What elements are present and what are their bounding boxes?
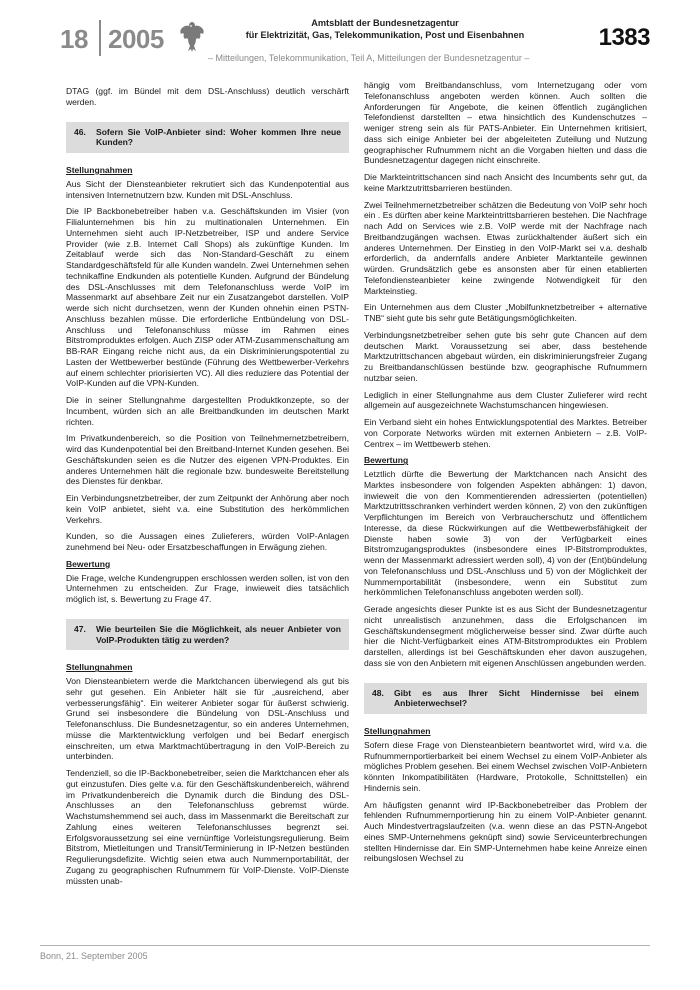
question-text: Sofern Sie VoIP-Anbieter sind: Woher kommen Ihre neue Kunden? bbox=[96, 126, 341, 148]
left-column bbox=[66, 86, 349, 892]
paragraph: Gerade angesichts dieser Punkte ist es aus Sicht der Bundesnetzagentur nicht unrealistisch anzunehmen, dass die Erfolgschancen im Geschäftskundensegment möglicherweise besser sind. Zwar dürfte auch hier die Nicht-Verfügbarkeit eines ATM-Bitstromproduktes ein Problem darstellen, allerdings ist bei Geschäftskunden eher davon auszugehen, dass sie von den Anbietern mit eigenen Anschlüssen angebunden werden. bbox=[364, 604, 647, 668]
paragraph: Letztlich dürfte die Bewertung der Marktchancen nach Ansicht des Marktes insbesondere von folgenden Aspekten abhängen: 1) davon, inwieweit die von den Kommentierenden adressierten (potentiellen) Marktzutrittsschranken verhindert werden können, 2) von den zukünftigen Verpflichtungen im Bereich von Verbraucherschutz und öffentlichem Interesse, da diese Rückwirkungen auf die Wettbewerbsfähigkeit der Dienste haben sowie 3) von der Verfügbarkeit eines Bitstromzugangsproduktes (insbesondere eines IP-Bitstromproduktes, wenn der Massenmarkt adressiert werden soll), 4) von der (Ent)bündelung von Telefonanschluss und DSL-Anschluss und 5) von der Möglichkeit der Nummernportabilität (insbesondere, wenn ein Substitut zum herkömmlichen Telefonanschluss angeboten werden soll). bbox=[364, 469, 647, 598]
header-divider bbox=[99, 20, 101, 56]
section-heading: Stellungnahmen bbox=[66, 662, 133, 673]
question-46-box bbox=[66, 122, 349, 154]
paragraph: Tendenziell, so die IP-Backbonebetreiber, seien die Marktchancen eher als gut einzustufen. Dies gelte v.a. für den Geschäftskundenbereich, während im Privatkundenbereich die Dynamik durch die Bindung des DSL-Anschlusses an den Telefonanschluss gebremst würde. Wachstumshemmend sei auch, dass im Massenmarkt die Bereitschaft zur Zahlung eines weiteren Telefonanschlusses begrenzt sei. Erfolgsvoraussetzung sei eine vernünftige Vorleistungsregulierung. Beim Bitstrom, Mietleitungen und Transit/Terminierung in IP-Netzen bestünden Regulierungsdefizite. Wichtig seien etwa auch Nummernportabilität, der Zugang zu geographischen Rufnummern für VoIP-Dienste. VoIP-Dienste müssten unab- bbox=[66, 768, 349, 886]
question-number: 48. bbox=[372, 687, 384, 698]
paragraph: Aus Sicht der Diensteanbieter rekrutiert sich das Kundenpotential aus intensiven Internetnutzern bzw. Kunden mit DSL-Anschluss. bbox=[66, 178, 349, 200]
right-column bbox=[364, 80, 647, 870]
paragraph: Die in seiner Stellungnahme dargestellten Produktkonzepte, so der Incumbent, würden sich an alle Breitbandkunden im deutschen Markt richten. bbox=[66, 395, 349, 427]
paragraph: Am häufigsten genannt wird IP-Backbonebetreiber das Problem der fehlenden Rufnummernportierung hin zu einem VoIP-Anbieter genannt. Auch Mindestvertragslaufzeiten (v.a. wenn diese an das PSTN-Angebot eines SMP-Unternehmens geknüpft sind) sowie Serviceunterbrechungen stellten Hindernisse dar. Ein SMP-Unternehmen habe keine Anreize einen reibungslosen Wechsel zu bbox=[364, 799, 647, 864]
paragraph: Von Diensteanbietern werde die Marktchancen überwiegend als gut bis sehr gut gesehen. Ein Anbieter hält sie für „ausreichend, aber verbesserungsfähig“. Ein weiterer Anbieter sogar für äußerst schwierig. Grund sei insbesondere die Bündelung von DSL-Anschluss und Telefonanschluss. Die Bundesnetzagentur, so ein anderes Unternehmen, müsse die Marktentwicklung verfolgen und bei Bedarf energisch einschreiten, um etwa Marktmachtübertragung in den VoIP-Bereich zu unterbinden. bbox=[66, 676, 349, 762]
paragraph: Die Markteintrittschancen sind nach Ansicht des Incumbents sehr gut, da keine Marktzutrittsbarrieren bestünden. bbox=[364, 172, 647, 193]
paragraph: Ein Unternehmen aus dem Cluster „Mobilfunknetzbetreiber + alternative TNB“ sieht gute bis sehr gute Betätigungsmöglichkeiten. bbox=[364, 302, 647, 323]
federal-eagle-icon bbox=[178, 20, 206, 54]
section-heading: Bewertung bbox=[66, 558, 111, 569]
paragraph: Lediglich in einer Stellungnahme aus dem Cluster Zulieferer wird recht allgemein auf ausgezeichnete Wachstumschancen hingewiesen. bbox=[364, 389, 647, 411]
paragraph: Im Privatkundenbereich, so die Position von Teilnehmernetzbetreibern, wird das Kundenpotential bei den Breitband-Internet Kunden gesehen. Bei Geschäftskunden seien es die Nutzer des eigenen VPN-Produktes. Ein anderes Unternehmen hält die regionale bzw. bundesweite Bereitstellung des Dienstes für denkbar. bbox=[66, 433, 349, 487]
publication-subtitle: für Elektrizität, Gas, Telekommunikation, Post und Eisenbahnen bbox=[245, 30, 525, 40]
issue-number: 18 bbox=[60, 24, 88, 54]
paragraph: Ein Verband sieht ein hohes Entwicklungspotential des Marktes. Betreiber von Corporate Networks würden mit externen Anbietern – z.B. VoIP-Centrex – im Wettbewerb stehen. bbox=[364, 417, 647, 449]
section-heading: Stellungnahmen bbox=[66, 165, 133, 175]
footer-date: Bonn, 21. September 2005 bbox=[40, 951, 148, 961]
section-subtitle: – Mitteilungen, Telekommunikation, Teil A, Mitteilungen der Bundesnetzagentur – bbox=[208, 53, 530, 63]
issue-year: 2005 bbox=[108, 24, 164, 54]
paragraph: Die IP Backbonebetreiber haben v.a. Geschäftskunden im Visier (von Filialunternehmen bis hin zu multinationalen Unternehmen. Ein Unternehmen sieht auch IP-Netzbetreiber, ISP und andere Service Provider (wie z.B. Internet Call Shops) als zukünftige Kunden. Im Zeitablauf werde sich das Non-Standard-Geschäft zu einem Standardgeschäftsfeld für alle Kunden wandeln. Zwei Unternehmen sehen technikaffine Endkunden als potentielle Kunden. Aufgrund der Bündelung des DSL-Anschlusses mit dem Telefonanschluss werde VoIP im Massenmarkt auf absehbare Zeit nur ein Zusatzangebot darstellen. VoIP werde sich nicht durchsetzen, wenn der Kunden ohnehin einen PSTN-Anschluss bezahlen müsse. Die erforderliche Entbündelung von DSL-Anschluss und Telefonanschluss müsse im Rahmen eines Bitstromproduktes erfolgen. Auch ZISP oder ATM-Zusammenschaltung am BB-RAR Eingang reiche nicht aus, da ein Diskriminierungspotential zu Lasten der Wettbewerber bestünde (Führung des Wettbewerber-Verkehrs auf einem schlechter priorisierten VC). All dies reduziere das Potential der VoIP-Kunden auf die VPN-Kunden. bbox=[66, 206, 349, 389]
question-number: 47. bbox=[74, 623, 86, 634]
question-text: Gibt es aus Ihrer Sicht Hindernisse bei einem Anbieterwechsel? bbox=[394, 687, 639, 709]
page-header bbox=[60, 16, 650, 76]
section-heading: Bewertung bbox=[364, 455, 409, 466]
question-48-box bbox=[364, 683, 647, 715]
paragraph: Kunden, so die Aussagen eines Zulieferers, würden VoIP-Anlagen zunehmend bei Neu- oder Ersatzbeschaffungen in Erwägung ziehen. bbox=[66, 531, 349, 552]
page-number: 1383 bbox=[598, 24, 650, 51]
paragraph: hängig vom Breitbandanschluss, vom Internetzugang oder vom Telefonanschluss angeboten werden können. Auch sollten die Anforderungen für Angebote, die keinen öffentlich zugänglichen Telefondienst darstellten – etwa hinsichtlich des Kundenschutzes – weniger streng sein als für PATS-Anbieter. Ein Unternehmen kritisiert, dass sich einige Anbieter bei der abgeleiteten Zuteilung und Nutzung geographischer Rufnummern nicht an die Vorgaben hielten und dass die Bundesnetzagentur dagegen nicht einschreite. bbox=[364, 80, 647, 166]
question-number: 46. bbox=[74, 126, 86, 137]
paragraph: Sofern diese Frage von Diensteanbietern beantwortet wird, wird v.a. die Rufnummernportierbarkeit bei einem Wechsel zu einem VoIP-Anbieter als mögliches Problem gesehen. Bei einem Wechsel zwischen VoIP-Anbietern könnten Inkompatibilitäten (Hardware, Protokolle, Schnittstellen) ein Hindernis sein. bbox=[364, 739, 647, 793]
paragraph: DTAG (ggf. im Bündel mit dem DSL-Anschluss) deutlich verschärft werden. bbox=[66, 86, 349, 107]
footer-divider bbox=[40, 945, 650, 946]
paragraph: Ein Verbindungsnetzbetreiber, der zum Zeitpunkt der Anhörung aber noch kein VoIP anbietet, sieht v.a. eine Substitution des herkömmlichen Verkehrs. bbox=[66, 493, 349, 525]
paragraph: Verbindungsnetzbetreiber sehen gute bis sehr gute Chancen auf dem deutschen Markt. Voraussetzung sei aber, dass bestehende Marktzutrittschancen abgebaut würden, ein diskriminierungsfreier Zugang zu Breitbandanschlüssen bestünde bzw. geographische Rufnummern nutzbar seien. bbox=[364, 329, 647, 383]
paragraph: Die Frage, welche Kundengruppen erschlossen werden sollen, ist von den Unternehmen zu entscheiden. Zur Frage, inwieweit dies tatsächlich möglich ist, s. Bewertung zu Frage 47. bbox=[66, 572, 349, 604]
paragraph: Zwei Teilnehmernetzbetreiber schätzen die Bedeutung von VoIP sehr hoch ein . Es dürften aber keine Markteintrittsbarrieren bestehen. Die Nachfrage nach Add on Services wie z.B. VoIP werde mit der Nachfrage nach Breitbandzugängen wachsen. Etwas zurückhaltender äußert sich ein anderes Unternehmen. Der Einstieg in den VoIP-Markt sei v.a. deshalb erforderlich, da andernfalls andere Anbieter Marktanteile gewinnen würden. Grundsätzlich gebe es ansonsten aber für einen etablierten Telefondiensteanbieter keine zwingende Notwendigkeit für den Markteinstieg. bbox=[364, 199, 647, 296]
section-heading: Stellungnahmen bbox=[364, 726, 431, 736]
question-47-box bbox=[66, 619, 349, 651]
question-text: Wie beurteilen Sie die Möglichkeit, als neuer Anbieter von VoIP-Produkten tätig zu werden? bbox=[96, 623, 341, 645]
publication-title: Amtsblatt der Bundesnetzagentur bbox=[311, 18, 459, 28]
